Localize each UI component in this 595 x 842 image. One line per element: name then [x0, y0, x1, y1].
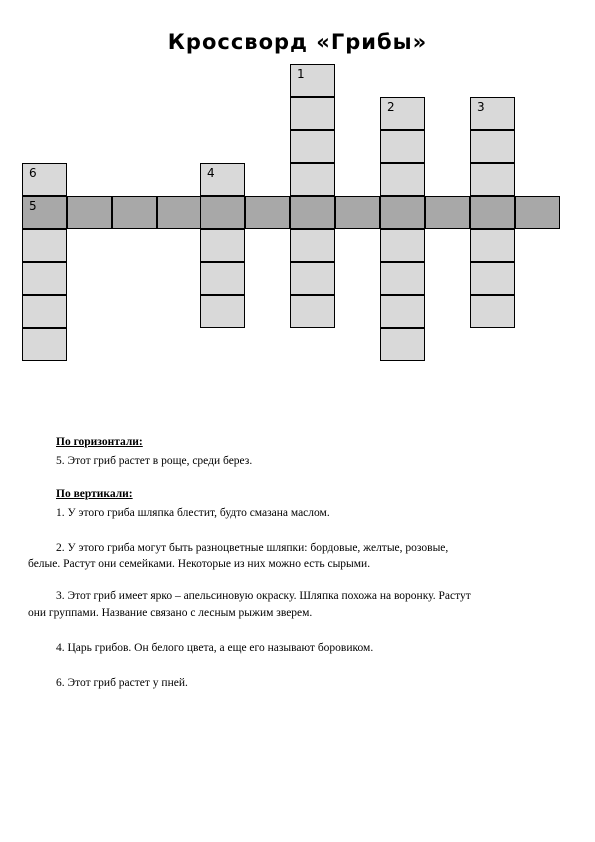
crossword-cell[interactable]: [470, 130, 515, 163]
crossword-cell[interactable]: [380, 328, 425, 361]
crossword-cell[interactable]: [470, 262, 515, 295]
clue-vertical-2-line1: 2. У этого гриба могут быть разноцветные шляпки: бордовые, желтые, розовые,: [56, 542, 449, 554]
clue-number: 1: [297, 67, 305, 81]
crossword-cell[interactable]: [380, 130, 425, 163]
crossword-cell[interactable]: [290, 295, 335, 328]
crossword-cell[interactable]: [470, 229, 515, 262]
crossword-cell[interactable]: [380, 262, 425, 295]
crossword-cell-horizontal[interactable]: [112, 196, 157, 229]
crossword-cell[interactable]: [22, 328, 67, 361]
clue-vertical-3-line2: они группами. Название связано с лесным рыжим зверем.: [28, 607, 313, 619]
crossword-cell-horizontal[interactable]: [290, 196, 335, 229]
clue-vertical-3-line1: 3. Этот гриб имеет ярко – апельсиновую окраску. Шляпка похожа на воронку. Растут: [56, 590, 471, 602]
crossword-cell[interactable]: [380, 163, 425, 196]
crossword-cell[interactable]: [470, 97, 515, 130]
crossword-cell[interactable]: [380, 229, 425, 262]
crossword-cell[interactable]: [380, 97, 425, 130]
crossword-cell-horizontal[interactable]: [22, 196, 67, 229]
crossword-cell-horizontal[interactable]: [200, 196, 245, 229]
crossword-cell[interactable]: [200, 295, 245, 328]
crossword-cell-horizontal[interactable]: [157, 196, 202, 229]
crossword-cell[interactable]: [290, 229, 335, 262]
page-title: Кроссворд «Грибы»: [167, 30, 428, 54]
clue-horizontal-5: 5. Этот гриб растет в роще, среди берез.: [56, 455, 253, 467]
crossword-cell[interactable]: [470, 295, 515, 328]
crossword-cell[interactable]: [290, 262, 335, 295]
crossword-cell[interactable]: [290, 64, 335, 97]
clue-vertical-4: 4. Царь грибов. Он белого цвета, а еще его называют боровиком.: [56, 642, 374, 654]
clue-vertical-6: 6. Этот гриб растет у пней.: [56, 677, 188, 689]
crossword-cell-horizontal[interactable]: [425, 196, 470, 229]
crossword-cell[interactable]: [290, 97, 335, 130]
crossword-cell[interactable]: [22, 262, 67, 295]
clue-number: 4: [207, 166, 215, 180]
crossword-cell-horizontal[interactable]: [67, 196, 112, 229]
crossword-cell[interactable]: [380, 295, 425, 328]
clue-number: 5: [29, 199, 37, 213]
clue-vertical-1: 1. У этого гриба шляпка блестит, будто смазана маслом.: [56, 507, 330, 519]
crossword-cell-horizontal[interactable]: [380, 196, 425, 229]
crossword-cell[interactable]: [470, 163, 515, 196]
clue-number: 3: [477, 100, 485, 114]
crossword-cell[interactable]: [200, 262, 245, 295]
clue-number: 6: [29, 166, 37, 180]
crossword-cell[interactable]: [290, 163, 335, 196]
crossword-cell[interactable]: [22, 295, 67, 328]
clue-number: 2: [387, 100, 395, 114]
crossword-cell[interactable]: [290, 130, 335, 163]
clue-vertical-2-line2: белые. Растут они семейками. Некоторые из них можно есть сырыми.: [28, 558, 371, 570]
crossword-cell[interactable]: [200, 229, 245, 262]
crossword-cell[interactable]: [200, 163, 245, 196]
crossword-cell-horizontal[interactable]: [470, 196, 515, 229]
crossword-cell-horizontal[interactable]: [515, 196, 560, 229]
crossword-cell[interactable]: [22, 229, 67, 262]
crossword-cell-horizontal[interactable]: [245, 196, 290, 229]
horizontal-heading: По горизонтали:: [56, 436, 143, 448]
crossword-cell-horizontal[interactable]: [335, 196, 380, 229]
vertical-heading: По вертикали:: [56, 488, 133, 500]
crossword-cell[interactable]: [22, 163, 67, 196]
